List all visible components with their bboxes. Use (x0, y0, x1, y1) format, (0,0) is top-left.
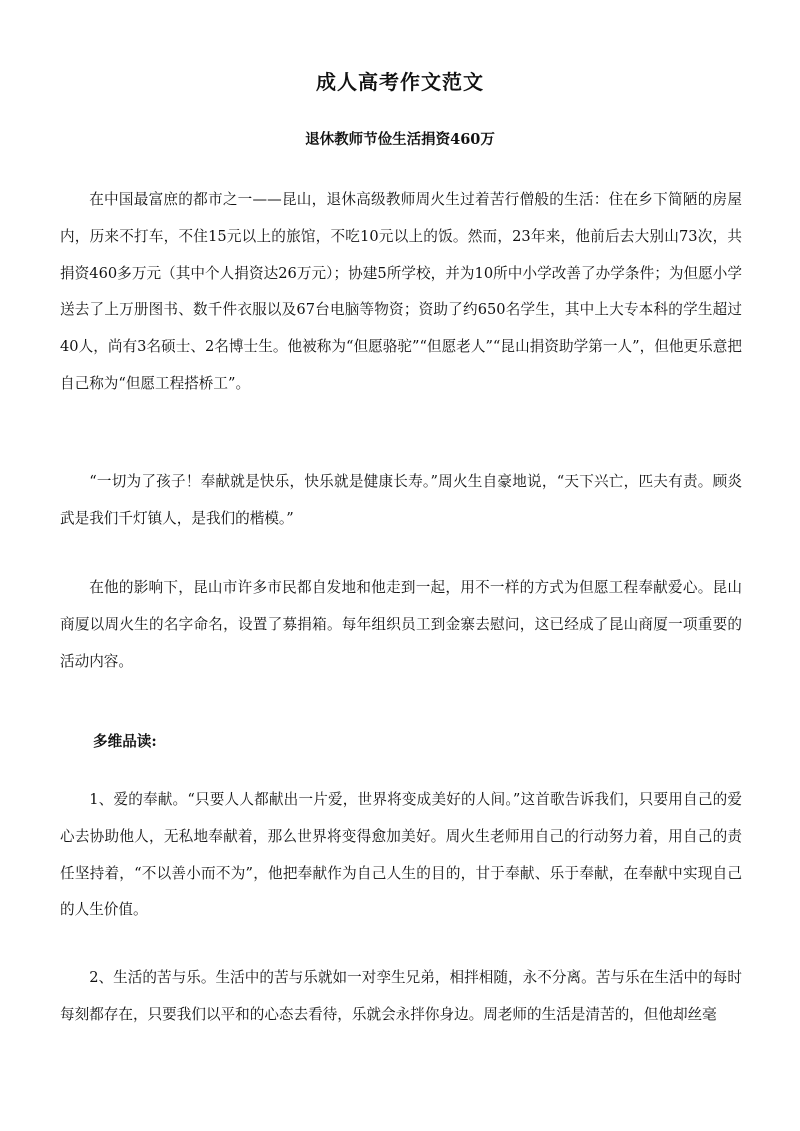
reading-item-1: 1、爱的奉献。“只要人人都献出一片爱，世界将变成美好的人间。”这首歌告诉我们，只要用自己的爱心去协助他人，无私地奉献着，那么世界将变得愈加美好。周火生老师用自己的行动努力着，用自己的责任坚持着，“不以善小而不为”，他把奉献作为自己人生的目的，甘于奉献、乐于奉献，在奉献中实现自己的人生价值。 (60, 791, 742, 919)
reading-item-2: 2、生活的苦与乐。生活中的苦与乐就如一对孪生兄弟，相拌相随，永不分离。苦与乐在生活中的每时每刻都存在，只要我们以平和的心态去看待，乐就会永拌你身边。周老师的生活是清苦的，但他却丝毫 (60, 969, 742, 1023)
article-subtitle: 退休教师节俭生活捐资460万 (305, 131, 495, 148)
paragraph-quote: “一切为了孩子！奉献就是快乐，快乐就是健康长寿。”周火生自豪地说，“天下兴亡，匹夫有责。顾炎武是我们千灯镇人，是我们的楷模。” (60, 473, 742, 527)
document-title: 成人高考作文范文 (316, 70, 484, 94)
paragraph-intro: 在中国最富庶的都市之一——昆山，退休高级教师周火生过着苦行僧般的生活：住在乡下简陋的房屋内，历来不打车，不住15元以上的旅馆，不吃10元以上的饭。然而，23年来，他前后去大别山73次，共捐资460多万元（其中个人捐资达26万元）；协建5所学校，并为10所中小学改善了办学条件；为但愿小学送去了上万册图书、数千件衣服以及67台电脑等物资；资助了约650名学生，其中上大专本科的学生超过40人，尚有3名硕士、2名博士生。他被称为“但愿骆驼”“但愿老人”“昆山捐资助学第一人”，但他更乐意把自己称为“但愿工程搭桥工”。 (60, 191, 742, 392)
section-heading: 多维品读: (93, 733, 157, 750)
paragraph-influence: 在他的影响下，昆山市许多市民都自发地和他走到一起，用不一样的方式为但愿工程奉献爱心。昆山商厦以周火生的名字命名，设置了募捐箱。每年组织员工到金寨去慰问，这已经成了昆山商厦一项重要的活动内容。 (60, 579, 742, 670)
